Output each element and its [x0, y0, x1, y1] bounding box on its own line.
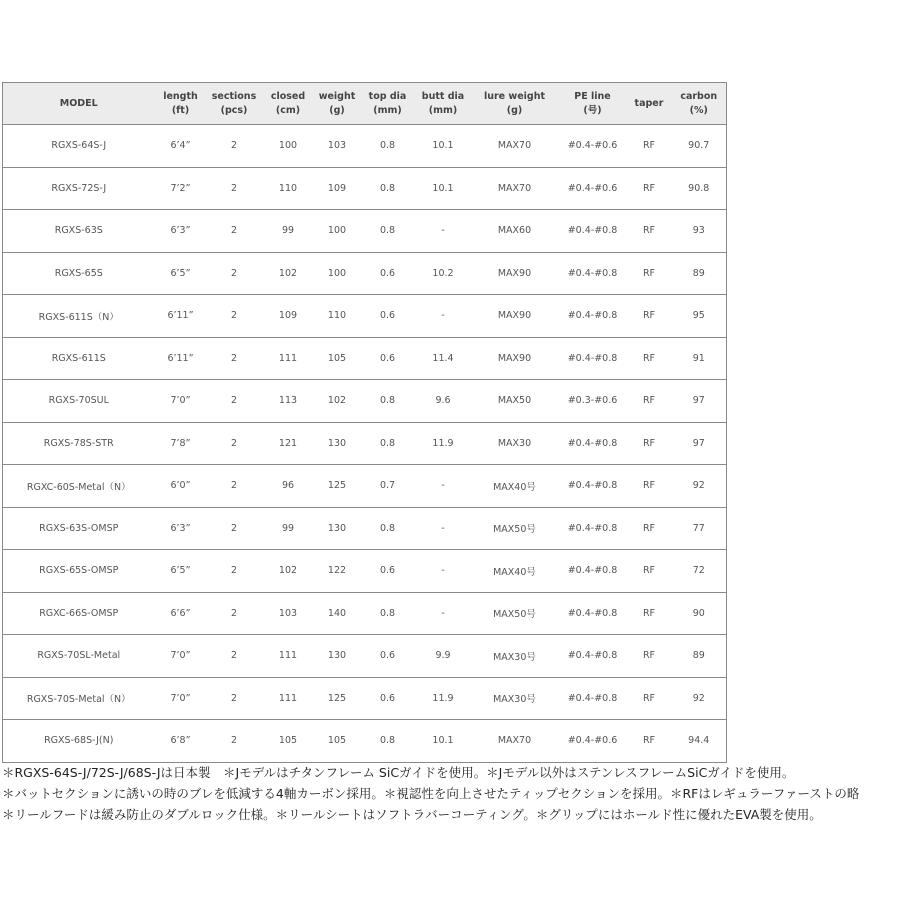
table-row	[3, 380, 727, 423]
column-header-unit: (mm)	[428, 104, 458, 116]
table-cell: 95	[672, 295, 727, 338]
column-header-unit: (mm)	[373, 104, 402, 116]
table-cell: 99	[262, 507, 315, 550]
model-cell: RGXC-60S-Metal（N）	[3, 465, 155, 508]
note-line: ＊リールフードは緩み防止のダブルロック仕様。＊リールシートはソフトラバーコーティング。＊グリップにはホールド性に優れたEVA製を使用。	[2, 807, 822, 822]
table-cell: -	[416, 550, 471, 593]
table-cell: 113	[262, 380, 315, 423]
table-cell: 0.8	[360, 720, 416, 763]
table-cell: -	[416, 592, 471, 635]
table-cell: MAX30号	[471, 677, 559, 720]
column-header-unit: (g)	[329, 104, 345, 116]
table-cell: -	[416, 210, 471, 253]
table-row	[3, 507, 727, 550]
table-cell: 2	[207, 337, 262, 380]
column-header-unit: (%)	[689, 104, 708, 116]
table-cell: MAX30号	[471, 635, 559, 678]
table-cell: MAX70	[471, 167, 559, 210]
table-cell: 2	[207, 210, 262, 253]
table-cell: MAX90	[471, 252, 559, 295]
table-cell: RF	[627, 465, 672, 508]
table-row	[3, 720, 727, 763]
table-row	[3, 422, 727, 465]
table-cell: 2	[207, 720, 262, 763]
table-cell: 0.6	[360, 635, 416, 678]
table-cell: 90.7	[672, 125, 727, 168]
table-cell: 91	[672, 337, 727, 380]
notes	[2, 762, 899, 825]
column-header-label: taper	[634, 97, 664, 109]
table-cell: 96	[262, 465, 315, 508]
table-cell: 111	[262, 337, 315, 380]
table-cell: 0.8	[360, 380, 416, 423]
table-cell: 102	[315, 380, 360, 423]
model-cell: RGXS-70S-Metal（N）	[3, 677, 155, 720]
table-row	[3, 677, 727, 720]
table-cell: 100	[315, 252, 360, 295]
table-cell: 10.1	[416, 125, 471, 168]
table-cell: 103	[262, 592, 315, 635]
model-cell: RGXS-611S（N）	[3, 295, 155, 338]
table-cell: 2	[207, 252, 262, 295]
table-cell: #0.4-#0.8	[559, 252, 627, 295]
table-cell: RF	[627, 252, 672, 295]
table-row	[3, 125, 727, 168]
model-cell: RGXS-63S	[3, 210, 155, 253]
model-cell: RGXS-78S-STR	[3, 422, 155, 465]
table-cell: 2	[207, 422, 262, 465]
table-cell: 100	[315, 210, 360, 253]
column-header-label: carbon	[680, 90, 718, 102]
table-cell: 89	[672, 252, 727, 295]
table-cell: 140	[315, 592, 360, 635]
table-cell: 0.6	[360, 550, 416, 593]
table-cell: -	[416, 507, 471, 550]
table-cell: #0.4-#0.8	[559, 592, 627, 635]
table-cell: 2	[207, 167, 262, 210]
table-cell: MAX40号	[471, 550, 559, 593]
table-cell: 102	[262, 550, 315, 593]
column-header	[155, 83, 207, 125]
table-cell: 102	[262, 252, 315, 295]
column-header-label: weight	[318, 90, 356, 102]
header-row	[3, 83, 727, 125]
table-cell: 9.9	[416, 635, 471, 678]
table-cell: 0.7	[360, 465, 416, 508]
table-cell: 125	[315, 677, 360, 720]
table-cell: 10.1	[416, 720, 471, 763]
table-cell: #0.4-#0.8	[559, 550, 627, 593]
table-cell: 110	[315, 295, 360, 338]
table-row	[3, 635, 727, 678]
table-cell: 2	[207, 507, 262, 550]
table-cell: 103	[315, 125, 360, 168]
table-cell: 6’5”	[155, 550, 207, 593]
table-cell: #0.4-#0.8	[559, 465, 627, 508]
column-header-unit: (cm)	[275, 104, 301, 116]
model-cell: RGXS-72S-J	[3, 167, 155, 210]
table-body	[3, 125, 727, 763]
table-cell: 6’6”	[155, 592, 207, 635]
table-cell: 109	[315, 167, 360, 210]
column-header-label: top dia	[368, 90, 407, 102]
table-cell: 2	[207, 295, 262, 338]
table-row	[3, 592, 727, 635]
table-cell: MAX70	[471, 125, 559, 168]
table-cell: 6’0”	[155, 465, 207, 508]
table-cell: #0.3-#0.6	[559, 380, 627, 423]
table-cell: 97	[672, 422, 727, 465]
table-cell: 122	[315, 550, 360, 593]
table-cell: #0.4-#0.8	[559, 337, 627, 380]
table-cell: MAX50	[471, 380, 559, 423]
table-cell: 2	[207, 677, 262, 720]
table-cell: RF	[627, 337, 672, 380]
table-cell: RF	[627, 550, 672, 593]
table-cell: 90	[672, 592, 727, 635]
model-cell: RGXS-611S	[3, 337, 155, 380]
table-cell: RF	[627, 507, 672, 550]
table-cell: 105	[315, 720, 360, 763]
table-cell: RF	[627, 167, 672, 210]
model-cell: RGXS-65S-OMSP	[3, 550, 155, 593]
model-cell: RGXS-65S	[3, 252, 155, 295]
table-cell: 7’0”	[155, 380, 207, 423]
table-cell: 72	[672, 550, 727, 593]
table-cell: 0.8	[360, 210, 416, 253]
table-cell: 6’3”	[155, 210, 207, 253]
table-cell: 11.9	[416, 422, 471, 465]
table-cell: 0.8	[360, 422, 416, 465]
table-cell: 90.8	[672, 167, 727, 210]
table-cell: MAX30	[471, 422, 559, 465]
table-cell: 105	[315, 337, 360, 380]
table-cell: 97	[672, 380, 727, 423]
column-header	[416, 83, 471, 125]
table-cell: RF	[627, 677, 672, 720]
table-cell: #0.4-#0.8	[559, 635, 627, 678]
table-cell: 6’4”	[155, 125, 207, 168]
table-cell: 9.6	[416, 380, 471, 423]
column-header	[262, 83, 315, 125]
table-cell: 130	[315, 507, 360, 550]
table-cell: 111	[262, 677, 315, 720]
table-cell: RF	[627, 635, 672, 678]
table-cell: 2	[207, 465, 262, 508]
note-line: ＊バットセクションに誘いの時のブレを低減する4軸カーボン採用。＊視認性を向上させたティップセクションを採用。＊RFはレギュラーファーストの略	[2, 786, 860, 801]
table-cell: 0.6	[360, 295, 416, 338]
table-cell: 7’2”	[155, 167, 207, 210]
table-cell: MAX70	[471, 720, 559, 763]
table-cell: 2	[207, 380, 262, 423]
table-cell: 11.4	[416, 337, 471, 380]
table-cell: 93	[672, 210, 727, 253]
table-cell: MAX90	[471, 295, 559, 338]
table-cell: 99	[262, 210, 315, 253]
table-row	[3, 252, 727, 295]
table-row	[3, 550, 727, 593]
column-header-label: MODEL	[59, 97, 98, 109]
table-cell: 130	[315, 635, 360, 678]
model-cell: RGXS-64S-J	[3, 125, 155, 168]
table-cell: #0.4-#0.8	[559, 295, 627, 338]
table-cell: 6’8”	[155, 720, 207, 763]
table-cell: #0.4-#0.8	[559, 422, 627, 465]
table-cell: RF	[627, 592, 672, 635]
column-header-label: sections	[211, 90, 257, 102]
table-cell: RF	[627, 210, 672, 253]
table-cell: 125	[315, 465, 360, 508]
table-cell: 7’0”	[155, 677, 207, 720]
table-cell: 89	[672, 635, 727, 678]
table-cell: RF	[627, 295, 672, 338]
table-cell: 0.8	[360, 125, 416, 168]
column-header-unit: (号)	[583, 104, 602, 116]
column-header	[315, 83, 360, 125]
note-line: ＊RGXS-64S-J/72S-J/68S-Jは日本製 ＊Jモデルはチタンフレーム SiCガイドを使用。＊Jモデル以外はステンレスフレームSiCガイドを使用。	[2, 765, 795, 780]
column-header	[672, 83, 727, 125]
column-header-label: PE line	[574, 90, 611, 102]
model-cell: RGXS-70SUL	[3, 380, 155, 423]
table-cell: #0.4-#0.6	[559, 167, 627, 210]
table-cell: #0.4-#0.6	[559, 720, 627, 763]
table-cell: 6’11”	[155, 337, 207, 380]
table-cell: 111	[262, 635, 315, 678]
spec-table	[2, 82, 727, 763]
table-row	[3, 295, 727, 338]
table-cell: -	[416, 295, 471, 338]
table-cell: 2	[207, 550, 262, 593]
table-cell: 0.8	[360, 167, 416, 210]
table-cell: 92	[672, 677, 727, 720]
table-row	[3, 465, 727, 508]
table-cell: #0.4-#0.8	[559, 677, 627, 720]
table-cell: 110	[262, 167, 315, 210]
table-cell: 7’8”	[155, 422, 207, 465]
model-cell: RGXS-68S-J(N)	[3, 720, 155, 763]
column-header	[471, 83, 559, 125]
table-cell: RF	[627, 125, 672, 168]
table-cell: 6’11”	[155, 295, 207, 338]
table-cell: 121	[262, 422, 315, 465]
table-cell: 10.2	[416, 252, 471, 295]
table-cell: MAX60	[471, 210, 559, 253]
column-header	[627, 83, 672, 125]
column-header-label: butt dia	[421, 90, 465, 102]
column-header-unit: (ft)	[171, 104, 190, 116]
column-header-label: lure weight	[483, 90, 546, 102]
table-row	[3, 210, 727, 253]
table-cell: 77	[672, 507, 727, 550]
table-cell: RF	[627, 720, 672, 763]
table-cell: 0.8	[360, 592, 416, 635]
column-header-label: closed	[270, 90, 306, 102]
column-header-label: length	[163, 90, 198, 102]
table-cell: 10.1	[416, 167, 471, 210]
model-cell: RGXS-70SL-Metal	[3, 635, 155, 678]
column-header-unit: (pcs)	[220, 104, 248, 116]
table-cell: 100	[262, 125, 315, 168]
table-cell: RF	[627, 422, 672, 465]
table-cell: 2	[207, 125, 262, 168]
table-cell: MAX40号	[471, 465, 559, 508]
model-cell: RGXC-66S-OMSP	[3, 592, 155, 635]
table-cell: 0.6	[360, 677, 416, 720]
column-header-unit: (g)	[506, 104, 523, 116]
column-header	[207, 83, 262, 125]
table-cell: MAX50号	[471, 507, 559, 550]
table-cell: 2	[207, 635, 262, 678]
table-cell: 2	[207, 592, 262, 635]
column-header	[360, 83, 416, 125]
table-cell: 130	[315, 422, 360, 465]
table-cell: 6’3”	[155, 507, 207, 550]
table-cell: 94.4	[672, 720, 727, 763]
table-row	[3, 167, 727, 210]
table-cell: 6’5”	[155, 252, 207, 295]
column-header	[559, 83, 627, 125]
table-cell: RF	[627, 380, 672, 423]
table-cell: #0.4-#0.8	[559, 210, 627, 253]
model-cell: RGXS-63S-OMSP	[3, 507, 155, 550]
table-cell: 0.6	[360, 252, 416, 295]
table-row	[3, 337, 727, 380]
table-cell: 92	[672, 465, 727, 508]
table-cell: MAX50号	[471, 592, 559, 635]
table-cell: MAX90	[471, 337, 559, 380]
table-cell: -	[416, 465, 471, 508]
table-cell: 11.9	[416, 677, 471, 720]
table-cell: #0.4-#0.6	[559, 125, 627, 168]
table-cell: 109	[262, 295, 315, 338]
table-cell: 105	[262, 720, 315, 763]
table-cell: #0.4-#0.8	[559, 507, 627, 550]
column-header	[3, 83, 155, 125]
table-cell: 0.6	[360, 337, 416, 380]
table-cell: 0.8	[360, 507, 416, 550]
table-cell: 7’0”	[155, 635, 207, 678]
